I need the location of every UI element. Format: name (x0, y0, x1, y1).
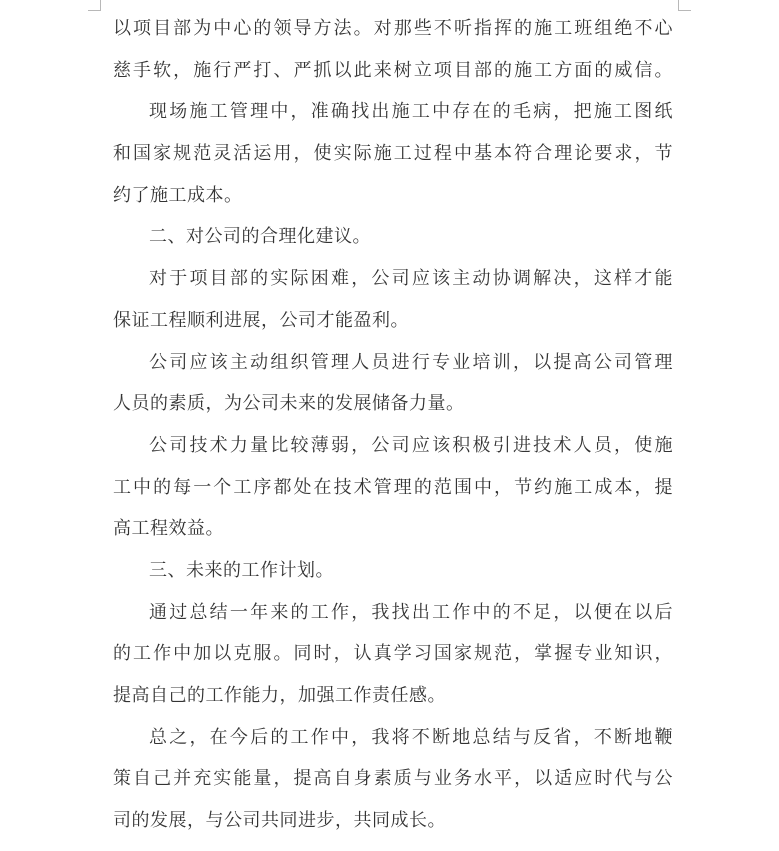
text-line: 约了施工成本。 (113, 184, 243, 206)
text-line: 慈手软，施行严打、严抓以此来树立项目部的施工方面的威信。 (113, 59, 673, 81)
text-line: 策自己并充实能量，提高自身素质与业务水平，以适应时代与公 (113, 768, 673, 790)
text-line: 工中的每一个工序都处在技术管理的范围中，节约施工成本，提 (113, 476, 673, 498)
text-line: 以项目部为中心的领导方法。对那些不听指挥的施工班组绝不心 (113, 18, 673, 39)
crop-mark-left (88, 0, 101, 11)
text-line: 人员的素质，为公司未来的发展储备力量。 (113, 393, 465, 415)
text-line: 提高自己的工作能力，加强工作责任感。 (113, 685, 446, 706)
text-line: 高工程效益。 (113, 518, 224, 540)
text-line: 总之，在今后的工作中，我将不断地总结与反省，不断地鞭 (149, 726, 673, 748)
document-body (113, 8, 673, 842)
text-line: 公司应该主动组织管理人员进行专业培训，以提高公司管理 (149, 351, 673, 373)
section-heading: 二、对公司的合理化建议。 (149, 226, 371, 248)
section-heading: 三、未来的工作计划。 (149, 559, 334, 581)
text-line: 现场施工管理中，准确找出施工中存在的毛病，把施工图纸 (149, 101, 673, 123)
crop-mark-right (678, 0, 691, 11)
text-line: 对于项目部的实际困难，公司应该主动协调解决，这样才能 (149, 268, 673, 290)
text-line: 通过总结一年来的工作，我找出工作中的不足，以便在以后 (149, 601, 673, 623)
text-line: 和国家规范灵活运用，使实际施工过程中基本符合理论要求，节 (113, 143, 673, 165)
text-line: 司的发展，与公司共同进步，共同成长。 (113, 810, 446, 832)
text-line: 的工作中加以克服。同时，认真学习国家规范，掌握专业知识， (113, 643, 673, 665)
text-line: 公司技术力量比较薄弱，公司应该积极引进技术人员，使施 (149, 434, 673, 456)
text-line: 保证工程顺利进展，公司才能盈利。 (113, 309, 409, 331)
